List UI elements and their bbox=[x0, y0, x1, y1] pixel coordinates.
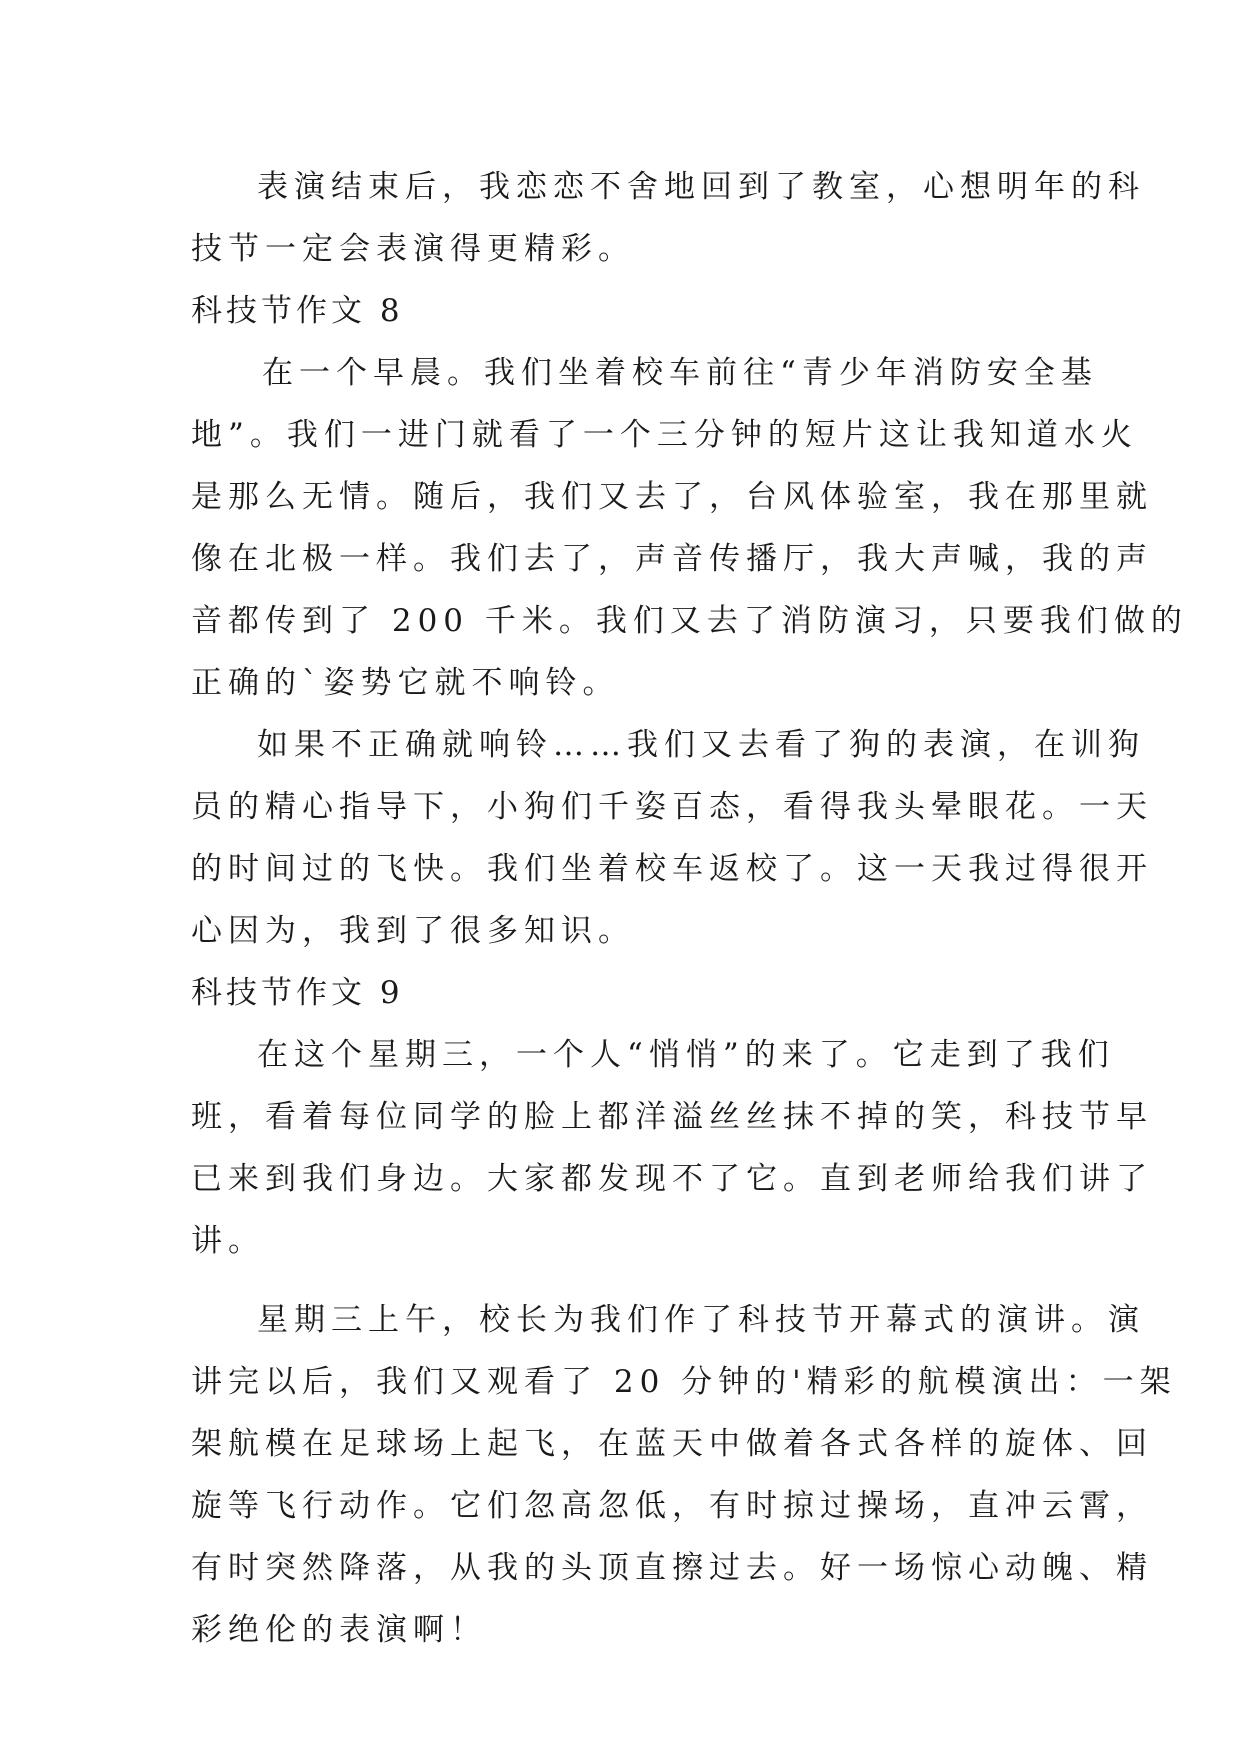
paragraph-line: 星期三上午，校长为我们作了科技节开幕式的演讲。演 bbox=[257, 1302, 1145, 1338]
paragraph-line: 如果不正确就响铃……我们又去看了狗的表演，在训狗 bbox=[257, 727, 1145, 763]
paragraph-line: 已来到我们身边。大家都发现不了它。直到老师给我们讲了 bbox=[191, 1161, 1153, 1197]
paragraph-line: 架航模在足球场上起飞，在蓝天中做着各式各样的旋体、回 bbox=[191, 1426, 1153, 1462]
paragraph-line: 像在北极一样。我们去了，声音传播厅，我大声喊，我的声 bbox=[191, 541, 1153, 577]
paragraph-line: 是那么无情。随后，我们又去了，台风体验室，我在那里就 bbox=[191, 479, 1153, 515]
paragraph-line: 彩绝伦的表演啊！ bbox=[191, 1612, 487, 1648]
paragraph-line: 在这个星期三，一个人“悄悄”的来了。它走到了我们 bbox=[257, 1037, 1115, 1073]
paragraph-line: 旋等飞行动作。它们忽高忽低，有时掠过操场，直冲云霄， bbox=[191, 1488, 1153, 1524]
section-heading: 科技节作文 9 bbox=[191, 975, 404, 1011]
paragraph-line: 表演结束后，我恋恋不舍地回到了教室，心想明年的科 bbox=[257, 169, 1145, 205]
paragraph-line: 技节一定会表演得更精彩。 bbox=[191, 231, 635, 267]
paragraph-line: 的时间过的飞快。我们坐着校车返校了。这一天我过得很开 bbox=[191, 851, 1153, 887]
paragraph-line: 班，看着每位同学的脸上都洋溢丝丝抹不掉的笑，科技节早 bbox=[191, 1099, 1153, 1135]
paragraph-line: 讲完以后，我们又观看了 20 分钟的'精彩的航模演出：一架 bbox=[191, 1364, 1177, 1400]
paragraph-line: 心因为，我到了很多知识。 bbox=[191, 913, 635, 949]
paragraph-line: 员的精心指导下，小狗们千姿百态，看得我头晕眼花。一天 bbox=[191, 789, 1153, 825]
paragraph-line: 在一个早晨。我们坐着校车前往“青少年消防安全基 bbox=[262, 355, 1098, 391]
paragraph-line: 有时突然降落，从我的头顶直擦过去。好一场惊心动魄、精 bbox=[191, 1550, 1153, 1586]
paragraph-line: 讲。 bbox=[191, 1223, 265, 1259]
paragraph-line: 音都传到了 200 千米。我们又去了消防演习，只要我们做的 bbox=[191, 603, 1188, 639]
section-heading: 科技节作文 8 bbox=[191, 293, 404, 329]
paragraph-line: 地”。我们一进门就看了一个三分钟的短片这让我知道水火 bbox=[191, 417, 1138, 453]
paragraph-line: 正确的`姿势它就不响铃。 bbox=[191, 665, 620, 701]
